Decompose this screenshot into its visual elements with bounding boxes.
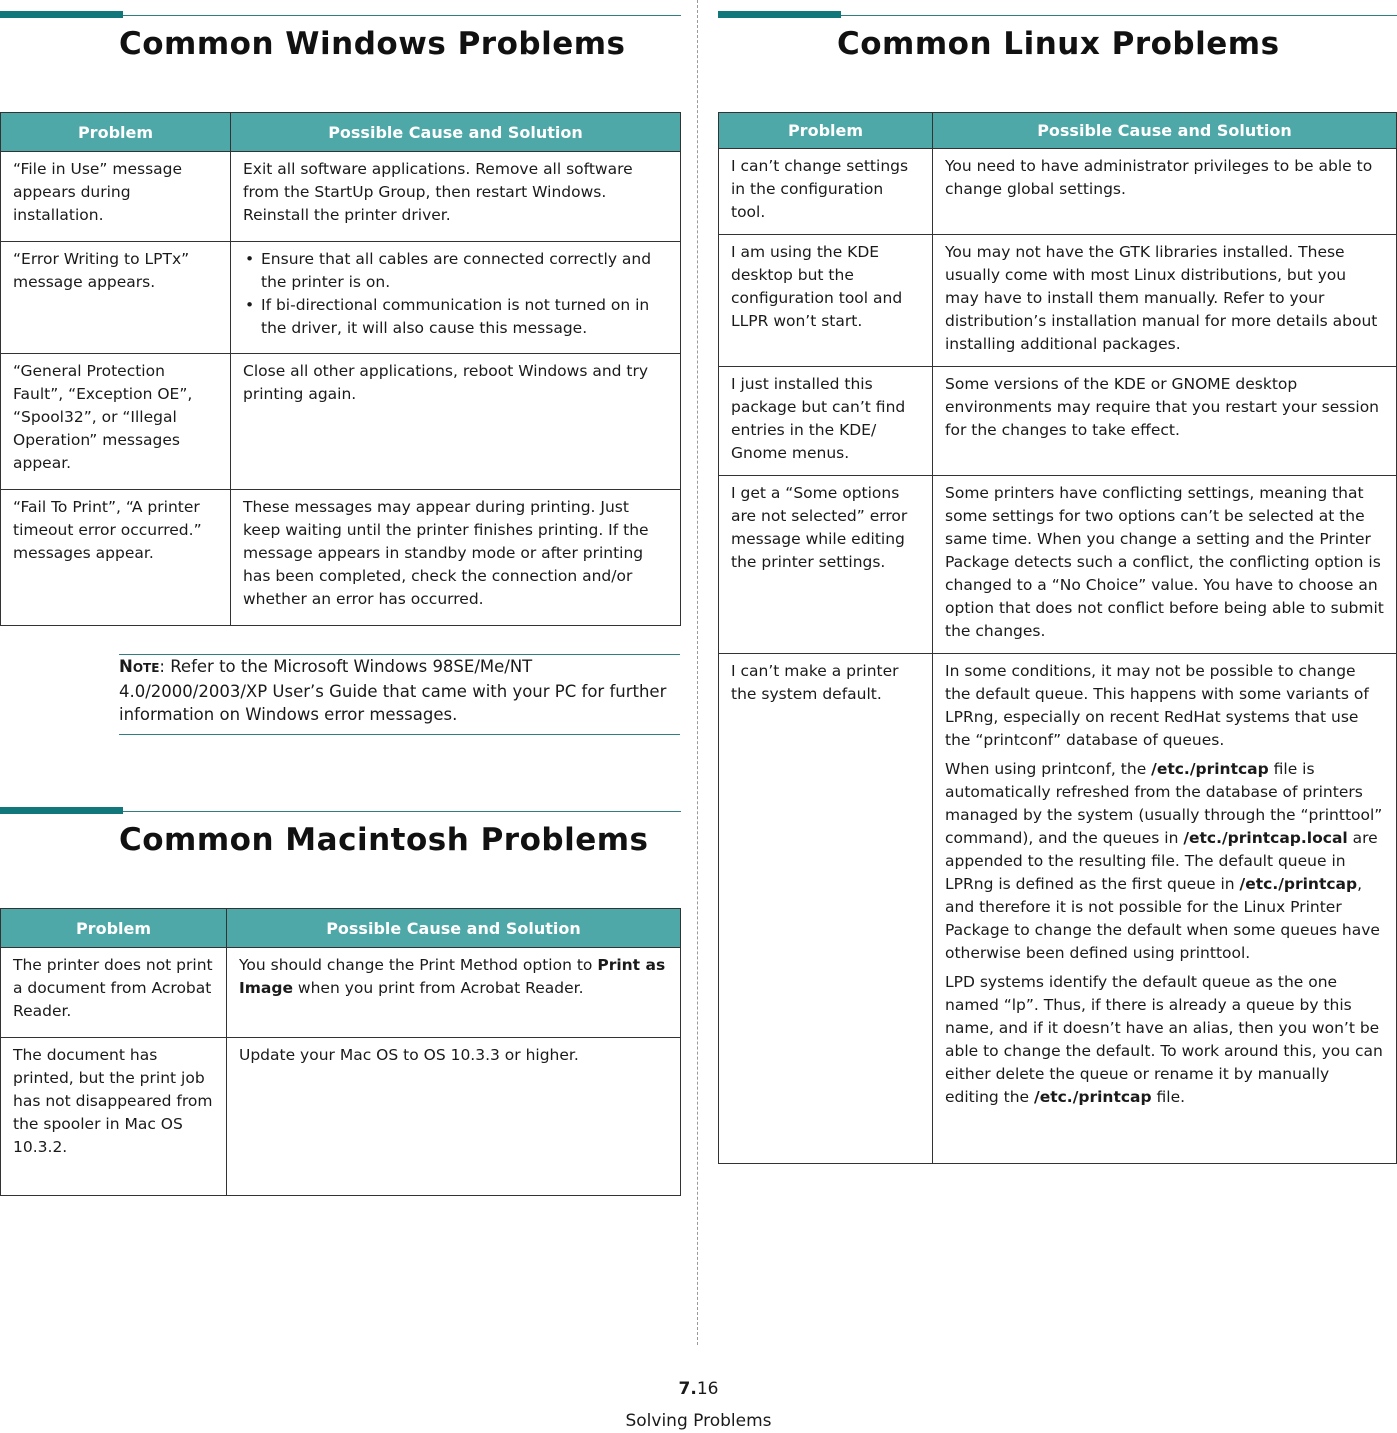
solution-cell: Some printers have conflicting settings, meaning that some settings for two options can’t be selected at the same time. When you change a setting and the Printer Package detects such a conflict, the conflicting option is changed to a “No Choice” value. You have to choose an option that does not conflict before being able to submit the changes. — [933, 476, 1397, 654]
file-path: /etc./printcap — [1151, 760, 1269, 778]
file-path: /etc./printcap.local — [1183, 829, 1348, 847]
note-text: : Refer to the Microsoft Windows 98SE/Me/NT 4.0/2000/2003/XP User’s Guide that came with your PC for further information on Windows error messages. — [119, 657, 667, 724]
solution-cell: Close all other applications, reboot Windows and try printing again. — [231, 354, 681, 490]
solution-bullet-list — [243, 248, 668, 340]
problem-cell: “Fail To Print”, “A printer timeout error occurred.” messages appear. — [1, 490, 231, 626]
solution-column-header: Possible Cause and Solution — [933, 113, 1397, 149]
table-row — [719, 476, 1397, 654]
table-header-row — [1, 909, 681, 948]
windows-section-title: Common Windows Problems — [119, 26, 626, 62]
solution-cell — [231, 242, 681, 354]
linux-section-title: Common Linux Problems — [837, 26, 1280, 62]
table-row — [1, 1038, 681, 1196]
file-path: /etc./printcap — [1034, 1088, 1152, 1106]
column-divider — [697, 0, 698, 1345]
list-item: • If bi-directional communication is not turned on in the driver, it will also cause this message. — [243, 294, 668, 340]
note-label: NOTE — [119, 657, 160, 676]
mac-problems-table — [0, 908, 681, 1196]
mac-section-title: Common Macintosh Problems — [119, 822, 649, 858]
table-row — [719, 367, 1397, 476]
solution-cell: These messages may appear during printing. Just keep waiting until the printer finishes printing. If the message appears in standby mode or after printing has been completed, check the connection and/or whether an error has occurred. — [231, 490, 681, 626]
problem-column-header: Problem — [719, 113, 933, 149]
table-header-row — [1, 113, 681, 152]
left-column — [0, 0, 681, 1156]
problem-cell: I can’t make a printer the system default. — [719, 654, 933, 1164]
solution-cell: Update your Mac OS to OS 10.3.3 or higher. — [227, 1038, 681, 1196]
windows-note — [119, 654, 680, 735]
problem-cell: “Error Writing to LPTx” message appears. — [1, 242, 231, 354]
header-accent-bar — [718, 11, 841, 18]
print-as-image-label: Print as Image — [239, 956, 666, 997]
header-accent-bar — [0, 11, 123, 18]
footer-section-name: Solving Problems — [625, 1411, 772, 1431]
table-row — [1, 490, 681, 626]
table-row — [1, 354, 681, 490]
problem-cell: I get a “Some options are not selected” error message while editing the printer settings. — [719, 476, 933, 654]
solution-cell: You should change the Print Method option to Print as Image when you print from Acrobat Reader. — [227, 948, 681, 1038]
problem-cell: I am using the KDE desktop but the configuration tool and LLPR won’t start. — [719, 235, 933, 367]
solution-cell — [933, 654, 1397, 1164]
table-row — [719, 654, 1397, 1164]
linux-section-header — [718, 0, 1397, 112]
problem-cell: “General Protection Fault”, “Exception OE”, “Spool32”, or “Illegal Operation” messages appear. — [1, 354, 231, 490]
windows-section-header — [0, 0, 681, 112]
list-item: • Ensure that all cables are connected correctly and the printer is on. — [243, 248, 668, 294]
solution-column-header: Possible Cause and Solution — [227, 909, 681, 948]
right-column — [718, 0, 1397, 1164]
solution-column-header: Possible Cause and Solution — [231, 113, 681, 152]
page-number: 7.16 — [678, 1379, 719, 1399]
solution-cell: You need to have administrator privileges to be able to change global settings. — [933, 149, 1397, 235]
problem-cell: The printer does not print a document from Acrobat Reader. — [1, 948, 227, 1038]
solution-cell: Exit all software applications. Remove all software from the StartUp Group, then restart Windows. Reinstall the printer driver. — [231, 152, 681, 242]
solution-cell: You may not have the GTK libraries installed. These usually come with most Linux distributions, but you may have to install them manually. Refer to your distribution’s installation manual for more details about installing additional packages. — [933, 235, 1397, 367]
problem-column-header: Problem — [1, 113, 231, 152]
problem-cell: The document has printed, but the print job has not disappeared from the spooler in Mac OS 10.3.2. — [1, 1038, 227, 1196]
problem-column-header: Problem — [1, 909, 227, 948]
table-header-row — [719, 113, 1397, 149]
table-row — [719, 235, 1397, 367]
table-row — [1, 948, 681, 1038]
problem-cell: I can’t change settings in the configuration tool. — [719, 149, 933, 235]
windows-problems-table — [0, 112, 681, 626]
problem-cell: I just installed this package but can’t find entries in the KDE/ Gnome menus. — [719, 367, 933, 476]
table-row — [1, 242, 681, 354]
table-row — [719, 149, 1397, 235]
table-row — [1, 152, 681, 242]
solution-cell: Some versions of the KDE or GNOME desktop environments may require that you restart your session for the changes to take effect. — [933, 367, 1397, 476]
file-path: /etc./printcap — [1239, 875, 1358, 893]
linux-problems-table — [718, 112, 1397, 1164]
solution-paragraph: LPD systems identify the default queue as the one named “lp”. Thus, if there is already a queue by this name, and if it doesn’t have an alias, then you won’t be able to change the default. To work around this, you can either delete the queue or rename it by manually editing the /etc./printcap file. — [945, 973, 1383, 1106]
solution-paragraph: In some conditions, it may not be possible to change the default queue. This happens with some variants of LPRng, especially on recent RedHat systems that use the “printconf” database of queues. — [945, 662, 1369, 749]
solution-paragraph: When using printconf, the /etc./printcap file is automatically refreshed from the database of printers managed by the system (usually through the “printtool” command), and the queues in /etc./printcap.local are appended to the resulting file. The default queue in LPRng is defined as the first queue in /etc./printcap, and therefore it is not possible for the Linux Printer Package to change the default when some queues have otherwise been defined using printtool. — [945, 760, 1383, 962]
mac-section-header — [0, 796, 681, 908]
problem-cell: “File in Use” message appears during installation. — [1, 152, 231, 242]
header-accent-bar — [0, 807, 123, 814]
